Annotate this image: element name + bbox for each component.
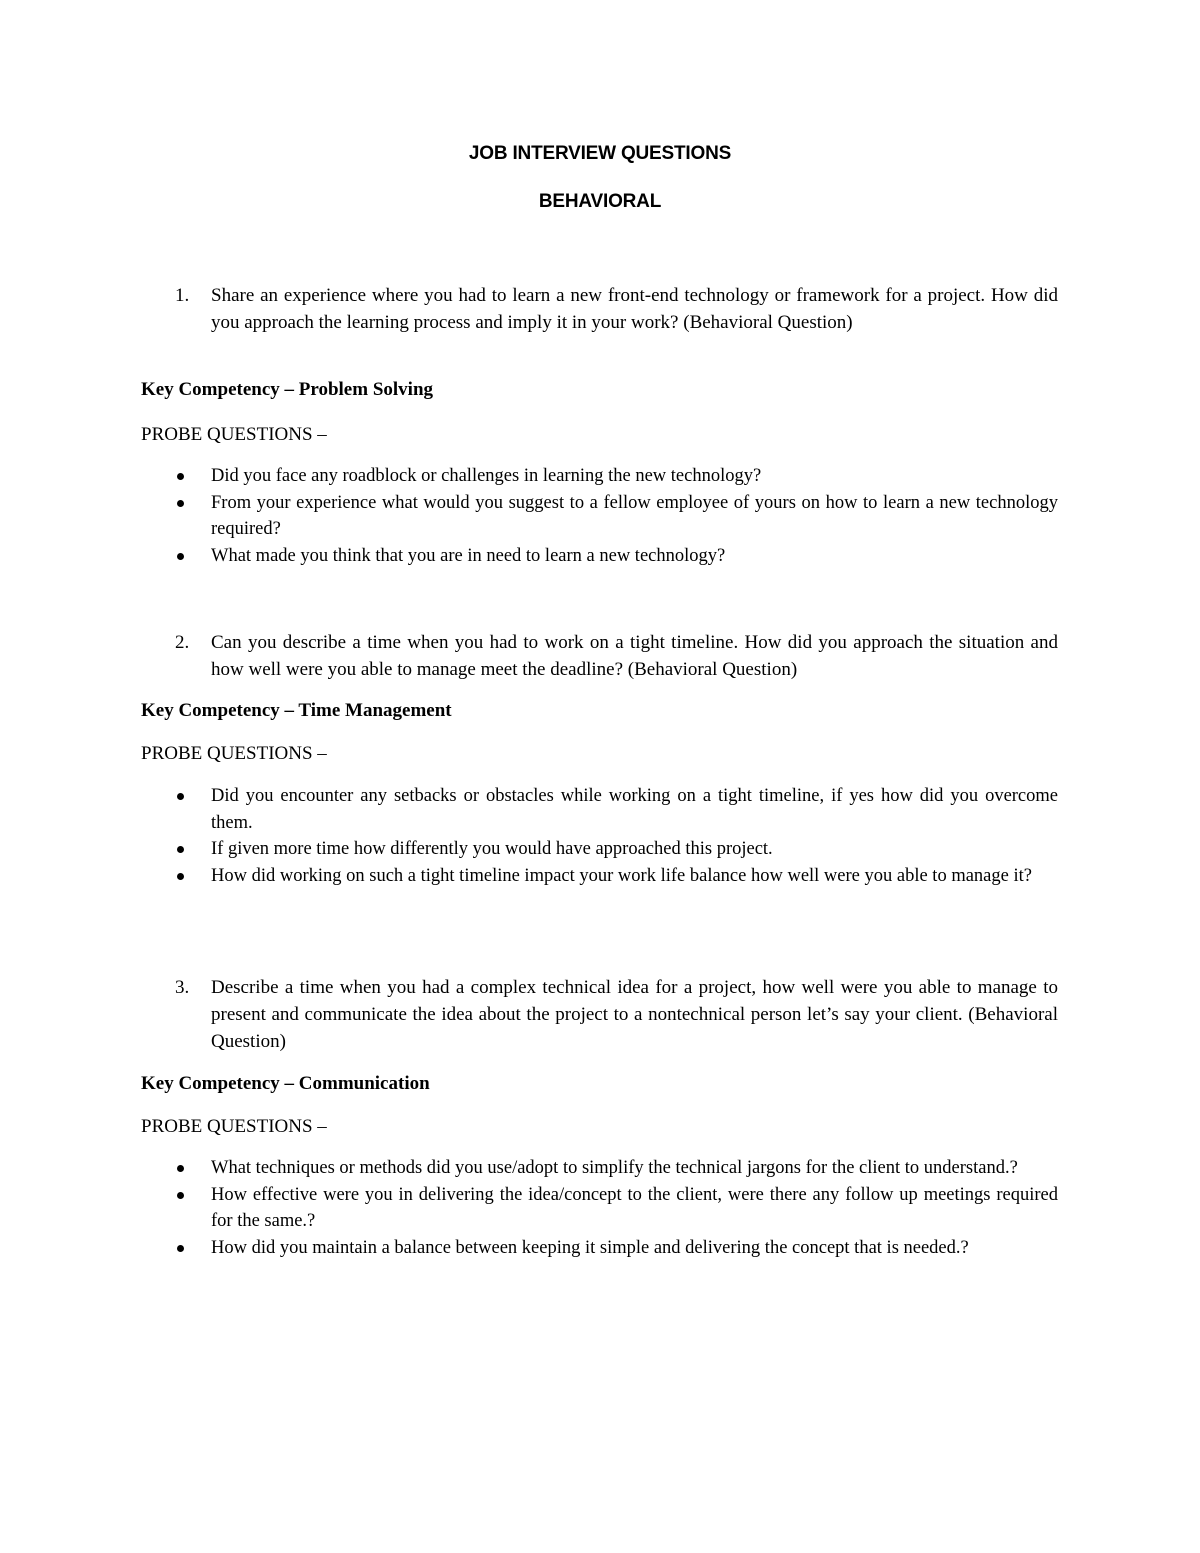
bullet-icon [177, 473, 184, 480]
bullet-icon [177, 500, 184, 507]
competency-1: Key Competency – Problem Solving [141, 379, 434, 400]
probe-label-1: PROBE QUESTIONS – [141, 424, 327, 445]
question-3 [141, 974, 1058, 1055]
probe-list-3 [141, 1155, 1058, 1261]
question-body: Describe a time when you had a complex technical idea for a project, how well were you able to manage to present and communicate the idea about the project to a nontechnical person let’s say your client. (Behavioral Question) [211, 977, 1058, 1052]
question-body: Can you describe a time when you had to work on a tight timeline. How did you approach the situation and how well were you able to manage meet the deadline? (Behavioral Question) [211, 632, 1058, 680]
bullet-icon [177, 1192, 184, 1199]
probe-item: Did you face any roadblock or challenges in learning the new technology? [141, 463, 1058, 490]
question-number: 3. [175, 977, 190, 998]
probe-item: From your experience what would you suggest to a fellow employee of yours on how to learn a new technology required? [141, 490, 1058, 543]
probe-item: Did you encounter any setbacks or obstacles while working on a tight timeline, if yes how did you overcome them. [141, 783, 1058, 836]
bullet-icon [177, 553, 184, 560]
question-number: 1. [175, 285, 190, 306]
bullet-icon [177, 873, 184, 880]
question-3-text [141, 974, 1058, 1055]
question-1-text [141, 282, 1058, 336]
question-1 [141, 282, 1058, 336]
question-number: 2. [175, 632, 190, 653]
bullet-icon [177, 846, 184, 853]
bullet-icon [177, 1165, 184, 1172]
probe-item: How did working on such a tight timeline impact your work life balance how well were you able to manage it? [141, 863, 1058, 890]
probe-item: If given more time how differently you would have approached this project. [141, 836, 1058, 863]
document-subtitle: BEHAVIORAL [538, 191, 662, 212]
bullet-icon [177, 1245, 184, 1252]
question-2-text [141, 629, 1058, 683]
probe-item: What made you think that you are in need to learn a new technology? [141, 543, 1058, 570]
probe-label-2: PROBE QUESTIONS – [141, 743, 327, 764]
question-2 [141, 629, 1058, 683]
probe-list-1 [141, 463, 1058, 569]
probe-list-2 [141, 783, 1058, 889]
probe-label-3: PROBE QUESTIONS – [141, 1116, 327, 1137]
probe-item: How effective were you in delivering the idea/concept to the client, were there any follow up meetings required for the same.? [141, 1182, 1058, 1235]
probe-item: What techniques or methods did you use/adopt to simplify the technical jargons for the client to understand.? [141, 1155, 1058, 1182]
bullet-icon [177, 793, 184, 800]
document-title: JOB INTERVIEW QUESTIONS [468, 143, 732, 164]
probe-item: How did you maintain a balance between keeping it simple and delivering the concept that is needed.? [141, 1235, 1058, 1262]
competency-3: Key Competency – Communication [141, 1073, 430, 1094]
question-body: Share an experience where you had to learn a new front-end technology or framework for a project. How did you approach the learning process and imply it in your work? (Behavioral Question) [211, 285, 1058, 333]
competency-2: Key Competency – Time Management [141, 700, 452, 721]
